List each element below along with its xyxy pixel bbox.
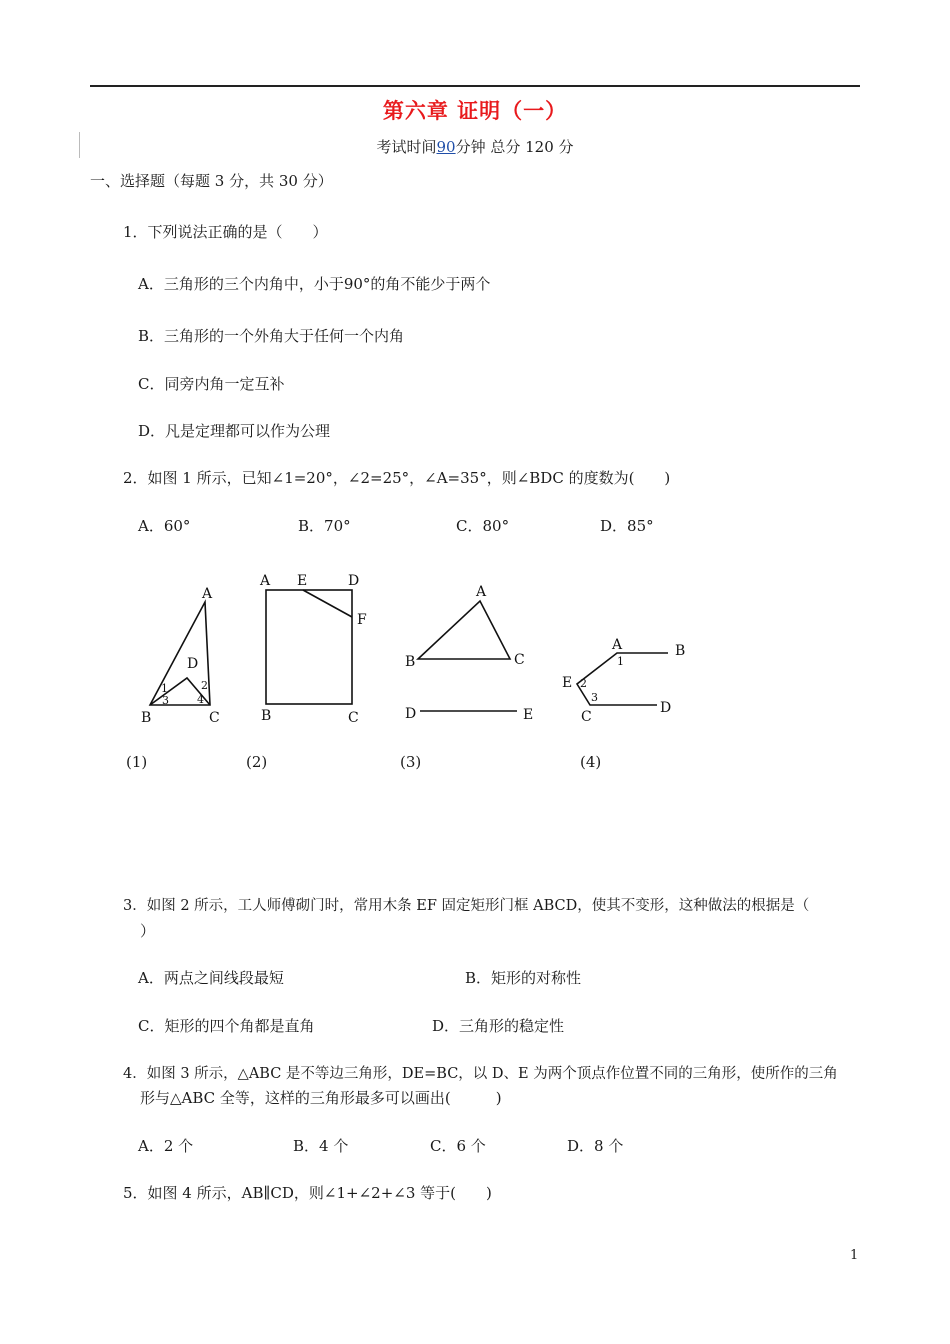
q4-stem-line1: 4．如图 3 所示，△ABC 是不等边三角形，DE=BC，以 D、E 为两个顶点作位置不同的三角形，使所作的三角 [123,1066,838,1082]
fig1-label-c: C [209,710,220,726]
fig4-label-c: C [581,709,592,725]
page-title: 第六章 证明（一） [382,99,568,123]
q1-option-b: B．三角形的一个外角大于任何一个内角 [138,327,405,345]
fig2-label-c: C [348,710,359,726]
fig4-angle-3: 3 [591,691,598,704]
exam-info [0,136,950,157]
q3-option-d: D．三角形的稳定性 [432,1017,565,1035]
fig1-label-d: D [187,656,199,672]
fig1-angle-3: 3 [162,694,169,707]
q3-option-c: C．矩形的四个角都是直角 [138,1017,315,1035]
figure-2-caption: (2) [246,753,268,771]
q3-stem-line2: ） [140,922,156,940]
q2-option-d: D．85° [600,517,654,535]
fig1-label-a: A [202,586,213,602]
fig1-label-b: B [141,710,152,726]
figure-1-caption: (1) [126,753,148,771]
exam-total: 分钟 总分 120 分 [455,138,574,156]
q2-stem: 2．如图 1 所示，已知∠1=20°，∠2=25°，∠A=35°，则∠BDC 的度数为( ) [123,469,671,487]
q2-option-b: B．70° [298,517,351,535]
fig2-rectangle [266,590,352,704]
fig1-angle-1: 1 [161,682,168,695]
q2-option-c: C．80° [456,517,510,535]
figure-3-caption: (3) [400,753,422,771]
fig2-label-e: E [297,573,308,589]
q1-option-a: A．三角形的三个内角中，小于90°的角不能少于两个 [138,275,491,293]
header-rule [90,85,860,87]
fig4-angle-1: 1 [617,655,624,668]
fig1-angle-2: 2 [201,679,208,692]
fig4-label-b: B [675,643,686,659]
fig3-label-d: D [405,706,417,722]
exam-minutes: 90 [436,138,456,156]
figure-4-caption: (4) [580,753,602,771]
q1-option-d: D．凡是定理都可以作为公理 [138,422,331,440]
fig1-angle-4: 4 [197,693,204,706]
fig4-label-a: A [612,637,623,653]
q1-option-c: C．同旁内角一定互补 [138,375,285,393]
q3-option-a: A．两点之间线段最短 [138,969,284,987]
q4-option-a: A．2 个 [138,1137,194,1155]
fig4-angle-2: 2 [580,677,587,690]
q5-stem: 5．如图 4 所示，AB∥CD，则∠1+∠2+∠3 等于( ) [123,1184,492,1202]
fig2-label-a: A [260,573,271,589]
figure-3 [418,601,517,711]
q3-stem-line1: 3．如图 2 所示，工人师傅砌门时，常用木条 EF 固定矩形门框 ABCD，使其不变形，这种做法的根据是（ [123,898,810,914]
exam-time-label: 考试时间 [376,138,437,156]
q2-option-a: A．60° [138,517,191,535]
fig2-label-b: B [261,708,272,724]
fig4-label-e: E [562,675,573,691]
page-number: 1 [850,1248,859,1263]
fig3-label-c: C [514,652,525,668]
fig2-label-d: D [348,573,360,589]
q3-option-b: B．矩形的对称性 [465,969,582,987]
fig3-triangle [418,601,510,659]
q4-option-d: D．8 个 [567,1137,624,1155]
fig3-label-b: B [405,654,416,670]
q4-option-b: B．4 个 [293,1137,349,1155]
q1-stem: 1．下列说法正确的是（ ） [123,223,328,241]
fig3-label-e: E [523,707,534,723]
q4-stem-line2: 形与△ABC 全等，这样的三角形最多可以画出( ) [140,1089,502,1107]
fig2-brace-ef [303,590,352,617]
figure-2 [266,590,352,704]
fig2-label-f: F [357,612,367,628]
fig3-label-a: A [476,584,487,600]
q4-option-c: C．6 个 [430,1137,486,1155]
fig4-label-d: D [660,700,672,716]
section-heading: 一、选择题（每题 3 分，共 30 分） [90,172,333,190]
